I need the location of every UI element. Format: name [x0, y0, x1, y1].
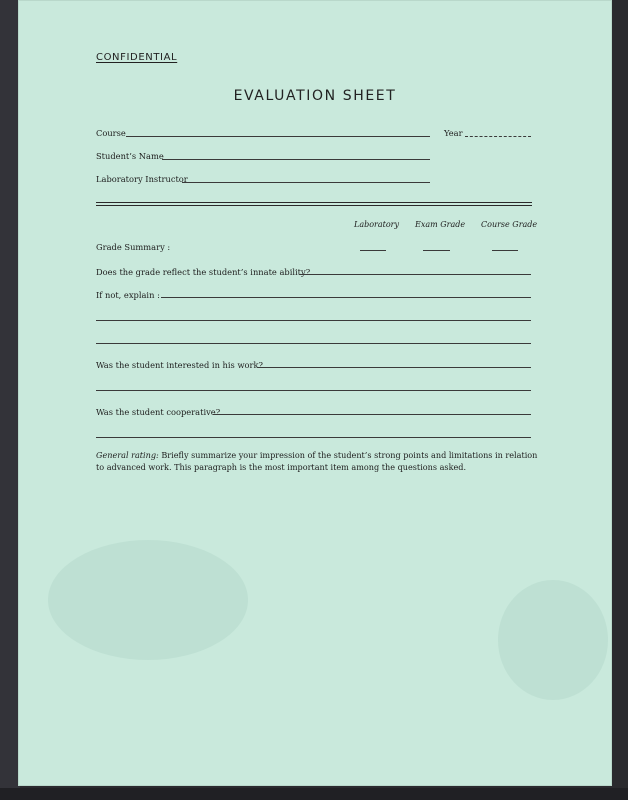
paper-stain [48, 540, 248, 660]
evaluation-sheet [18, 0, 612, 786]
cooperative-field-line-2[interactable] [96, 437, 531, 438]
lab-instructor-field[interactable] [182, 182, 430, 183]
innate-ability-field[interactable] [299, 274, 531, 275]
divider-rule [96, 205, 532, 206]
paper-stain [498, 580, 608, 700]
general-rating-text: Briefly summarize your impression of the student’s strong points and limitations in relation to advanced work. This paragraph is the most important item among the questions asked. [96, 450, 538, 472]
explain-field-line-1[interactable] [161, 297, 531, 298]
page-title: EVALUATION SHEET [233, 88, 397, 104]
background-frame-left [0, 0, 20, 800]
question-explain: If not, explain : [96, 290, 160, 300]
interested-field-line-2[interactable] [96, 390, 531, 391]
year-label: Year [444, 128, 463, 138]
question-innate-ability: Does the grade reflect the student’s innate ability? [96, 267, 311, 277]
interested-field-line-1[interactable] [258, 367, 531, 368]
background-frame-bottom [0, 788, 628, 800]
general-rating-label: General rating: [96, 450, 159, 460]
general-rating-instructions [96, 449, 546, 473]
exam-grade-field[interactable] [423, 250, 450, 251]
lab-instructor-label: Laboratory Instructor [96, 174, 188, 184]
course-grade-field[interactable] [492, 250, 518, 251]
question-cooperative: Was the student cooperative? [96, 407, 221, 417]
explain-field-line-2[interactable] [96, 320, 531, 321]
col-laboratory: Laboratory [354, 220, 399, 229]
lab-grade-field[interactable] [360, 250, 386, 251]
course-field[interactable] [126, 136, 430, 137]
student-name-field[interactable] [162, 159, 430, 160]
col-exam-grade: Exam Grade [415, 220, 466, 229]
cooperative-field-line-1[interactable] [213, 414, 531, 415]
explain-field-line-3[interactable] [96, 343, 531, 344]
student-name-label: Student’s Name [96, 151, 164, 161]
grade-summary-label: Grade Summary : [96, 242, 171, 252]
col-course-grade: Course Grade [481, 220, 538, 229]
confidential-label: CONFIDENTIAL [96, 52, 178, 63]
question-interested: Was the student interested in his work? [96, 360, 263, 370]
year-field[interactable] [465, 136, 531, 137]
course-label: Course [96, 128, 126, 138]
divider-rule [96, 202, 532, 203]
